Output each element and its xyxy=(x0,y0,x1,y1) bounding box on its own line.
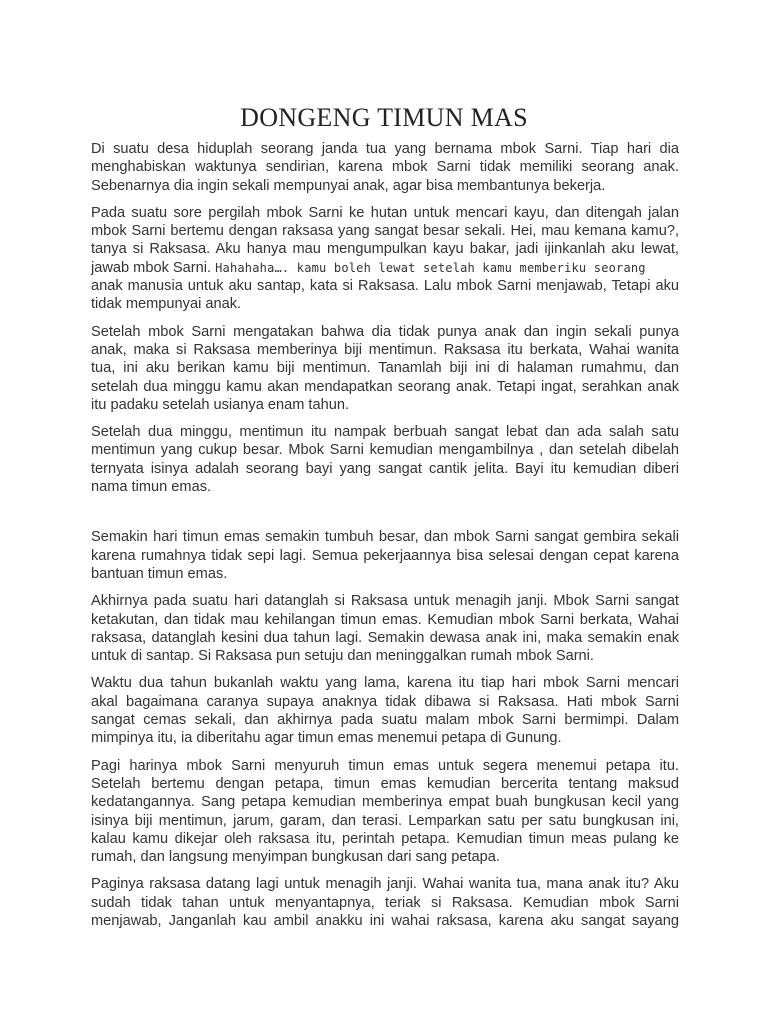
text-line: sangat cemas sekali, dan akhirnya pada suatu malam mbok Sarni bermimpi. Dalam xyxy=(91,712,679,729)
text-line: kalau kamu dikejar oleh raksasa itu, perintah petapa. Kemudian timun meas pulang ke xyxy=(91,830,679,847)
text-line: Setelah dua minggu, mentimun itu nampak berbuah sangat lebat dan ada salah satu xyxy=(91,424,679,441)
text-line: anak, maka si Raksasa memberinya biji mentimun. Raksasa itu berkata, Wahai wanita xyxy=(91,341,679,358)
text-line: untuk di santap. Si Raksasa pun setuju dan meninggalkan rumah mbok Sarni. xyxy=(91,648,594,665)
text-line: Semakin hari timun emas semakin tumbuh besar, dan mbok Sarni sangat gembira sekali xyxy=(91,529,679,546)
text-line: Paginya raksasa datang lagi untuk menagih janji. Wahai wanita tua, mana anak itu? Aku xyxy=(91,876,679,893)
text-line: karena rumahnya tidak sepi lagi. Semua pekerjaannya bisa selesai dengan cepat karena xyxy=(91,547,679,564)
text-line: Akhirnya pada suatu hari datanglah si Raksasa untuk menagih janji. Mbok Sarni sangat xyxy=(91,593,679,610)
paragraph-7 xyxy=(91,674,679,747)
text-line: Sebenarnya dia ingin sekali mempunyai anak, agar bisa membantunya bekerja. xyxy=(91,177,606,194)
text-line: itu padaku setelah usianya enam tahun. xyxy=(91,396,350,413)
paragraph-8 xyxy=(91,757,679,867)
text-line: menjawab, Janganlah kau ambil anakku ini wahai raksasa, karena aku sangat sayang xyxy=(91,912,679,929)
text-line: tidak mempunyai anak. xyxy=(91,296,242,313)
text-line: Setelah mbok Sarni mengatakan bahwa dia tidak punya anak dan ingin sekali punya xyxy=(91,323,679,340)
text-line: mentimun yang cukup besar. Mbok Sarni kemudian mengambilnya , dan setelah dibelah xyxy=(91,442,679,459)
text-line: anak manusia untuk aku santap, kata si Raksasa. Lalu mbok Sarni menjawab, Tetapi aku xyxy=(91,278,679,295)
paragraph-5 xyxy=(91,528,679,583)
text-line: kedatangannya. Sang petapa kemudian memberinya empat buah bungkusan kecil yang xyxy=(91,794,679,811)
text-line: Setelah bertemu dengan petapa, timun emas kemudian bercerita tentang maksud xyxy=(91,775,679,792)
text-line: menghabiskan waktunya sendirian, karena mbok Sarni tidak memiliki seorang anak. xyxy=(91,159,679,176)
paragraph-9 xyxy=(91,875,679,930)
text-line: mbok Sarni bertemu dengan raksasa yang sangat besar sekali. Hei, mau kemana kamu?, xyxy=(91,223,679,240)
text-line: raksasa, datanglah kesini dua tahun lagi. Semakin dewasa anak ini, maka semakin enak xyxy=(91,629,679,646)
paragraph-1 xyxy=(91,140,679,195)
paragraph-3 xyxy=(91,323,679,414)
text-line: Pada suatu sore pergilah mbok Sarni ke hutan untuk mencari kayu, dan ditengah jalan xyxy=(91,204,679,221)
text-line: tanya si Raksasa. Aku hanya mau mengumpulkan kayu bakar, jadi ijinkanlah aku lewat, xyxy=(91,241,679,258)
text-line: setelah dua minggu kamu akan mendapatkan seorang anak. Tetapi ingat, serahkan anak xyxy=(91,378,679,395)
text-line: bantuan timun emas. xyxy=(91,565,228,582)
text-line: tua, ini aku berikan kamu biji mentimun. Tanamlah biji ini di halaman rumahmu, dan xyxy=(91,360,679,377)
paragraph-6 xyxy=(91,592,679,665)
text-line: Di suatu desa hiduplah seorang janda tua yang bernama mbok Sarni. Tiap hari dia xyxy=(91,141,679,157)
text-line: nama timun emas. xyxy=(91,479,212,496)
text-line: ketakutan, dan tidak mau kehilangan timun emas. Kemudian mbok Sarni berkata, Wahai xyxy=(91,611,679,628)
raksasa-laugh-text: Hahahaha…. kamu boleh lewat setelah kamu memberiku seorang xyxy=(215,260,646,275)
text-line: akal bagaimana caranya supaya anaknya tidak dibawa si Raksasa. Hati mbok Sarni xyxy=(91,693,679,710)
text-line: isinya biji mentimun, jarum, garam, dan terasi. Lemparkan satu per satu bungkusan ini, xyxy=(91,812,679,829)
story-body xyxy=(91,140,679,930)
paragraph-2 xyxy=(91,204,679,314)
text-line: ternyata isinya adalah seorang bayi yang sangat cantik jelita. Bayi itu kemudian diberi xyxy=(91,460,679,477)
text-line-mixed xyxy=(91,259,679,277)
document-title: DONGENG TIMUN MAS xyxy=(240,103,528,132)
text-line: sudah tidak tahan untuk menyantapnya, teriak si Raksasa. Kemudian mbok Sarni xyxy=(91,894,679,911)
text-line: rumah, dan langsung menyimpan bungkusan dari sang petapa. xyxy=(91,849,500,866)
paragraph-4 xyxy=(91,423,679,496)
text-line: Waktu dua tahun bukanlah waktu yang lama, karena itu tiap hari mbok Sarni mencari xyxy=(91,675,679,692)
text-line: mimpinya itu, ia diberitahu agar timun emas menemui petapa di Gunung. xyxy=(91,730,562,747)
text-line-start: jawab mbok Sarni. xyxy=(91,259,216,276)
text-line: Pagi harinya mbok Sarni menyuruh timun emas untuk segera menemui petapa itu. xyxy=(91,757,679,774)
